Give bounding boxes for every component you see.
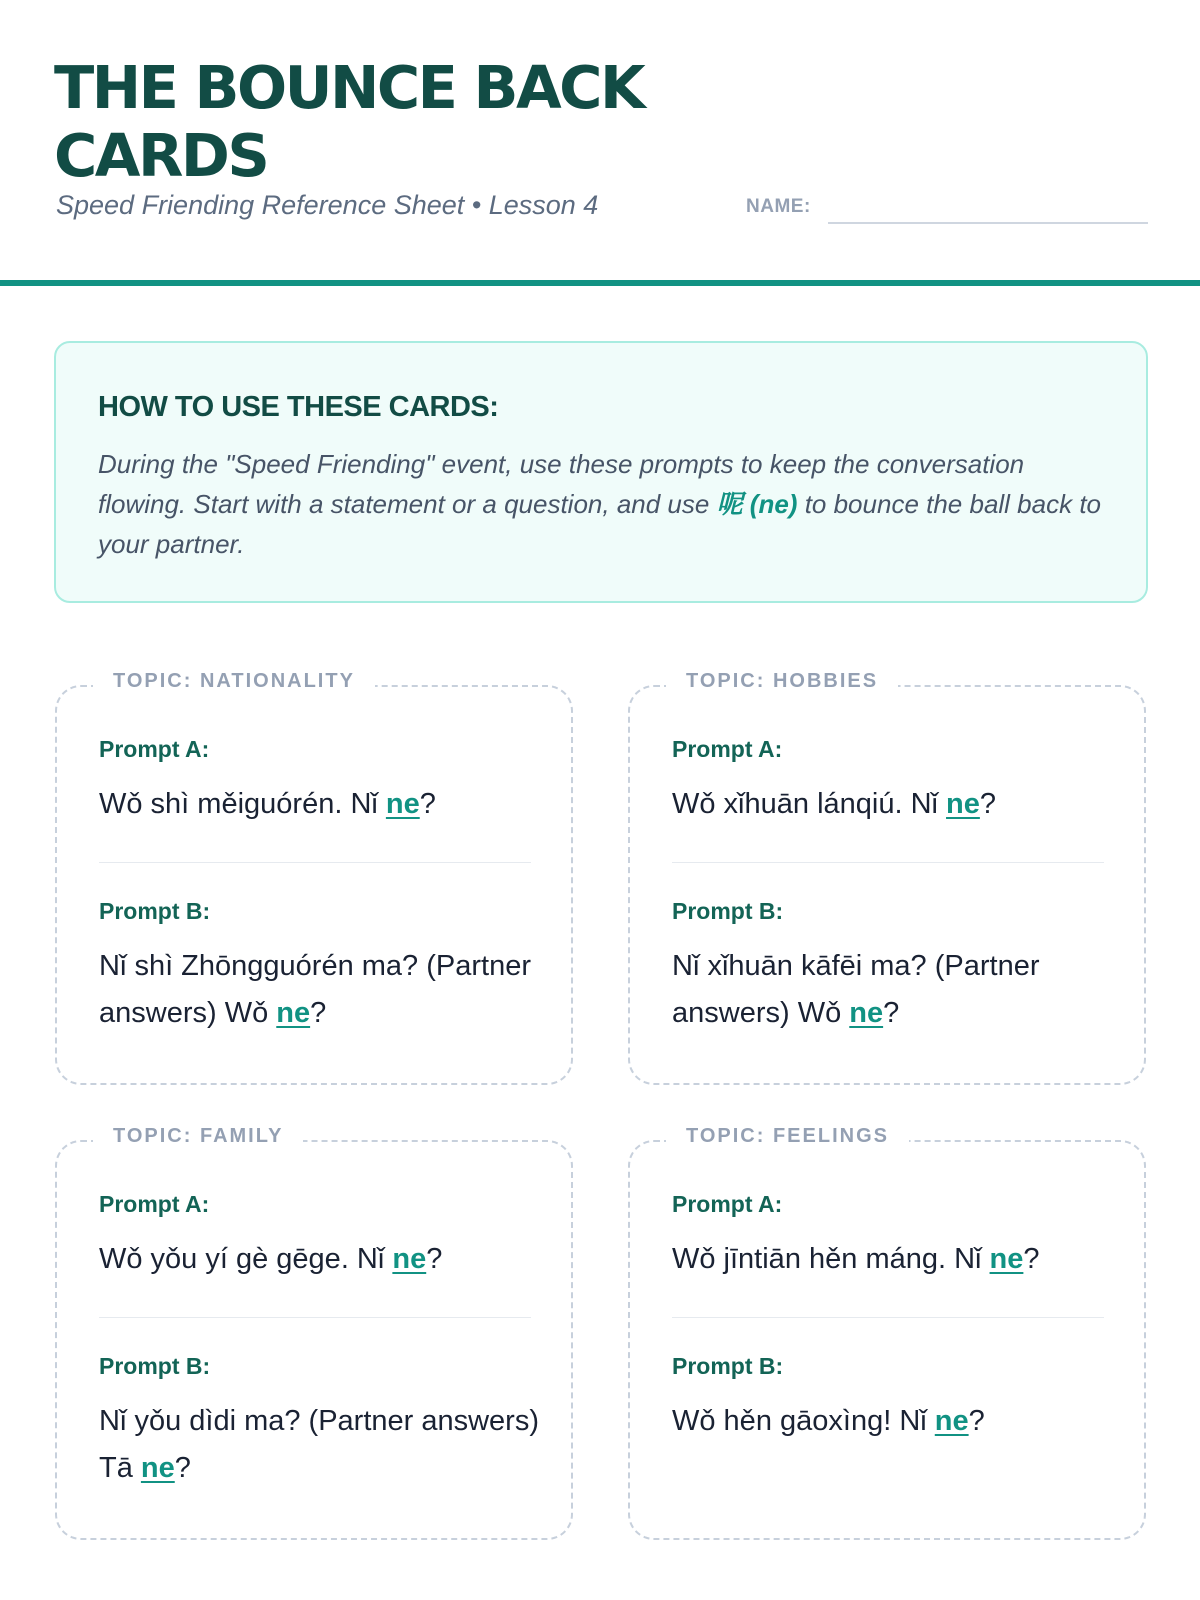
- instructions-text-end: to bounce the ball back to your partner.: [98, 489, 1102, 559]
- prompt-b-text: [672, 943, 1112, 1037]
- prompt-b-label: Prompt B:: [672, 898, 784, 924]
- card-nationality: [55, 670, 573, 1085]
- prompt-divider: [672, 862, 1104, 863]
- prompt-a-end: ?: [1023, 1243, 1040, 1275]
- prompt-a-text: [672, 1236, 1112, 1283]
- ne-word: ne: [989, 1243, 1024, 1275]
- page-subtitle: Speed Friending Reference Sheet • Lesson 4: [56, 190, 599, 220]
- prompt-a-end: ?: [426, 1243, 443, 1275]
- prompt-a-label: Prompt A:: [672, 736, 783, 762]
- prompt-a-text: [672, 781, 1112, 828]
- prompt-a-end: ?: [419, 788, 436, 820]
- prompt-b-label: Prompt B:: [672, 1353, 784, 1379]
- card-family: [55, 1125, 573, 1540]
- ne-word: ne: [276, 997, 311, 1029]
- prompt-a-end: ?: [979, 788, 997, 820]
- page-title: THE BOUNCE BACK CARDS: [54, 53, 644, 190]
- ne-word: ne: [392, 1243, 427, 1275]
- prompt-a-label: Prompt A:: [99, 1191, 210, 1217]
- ne-word: ne: [946, 788, 980, 820]
- instructions-box: [54, 341, 1148, 603]
- prompt-b-end: ?: [883, 997, 900, 1029]
- prompt-b-label: Prompt B:: [99, 1353, 211, 1379]
- prompt-b-label: Prompt B:: [99, 898, 211, 924]
- prompt-a-body: Wǒ yǒu yí gè gēge. Nǐ: [99, 1243, 393, 1275]
- prompt-b-text: [99, 943, 539, 1037]
- name-field-line[interactable]: [828, 222, 1148, 224]
- prompt-divider: [99, 862, 531, 863]
- prompt-a-text: [99, 1236, 539, 1283]
- card-topic-label: TOPIC: NATIONALITY: [93, 670, 375, 693]
- card-topic-label: TOPIC: FAMILY: [93, 1125, 303, 1148]
- prompt-a-label: Prompt A:: [99, 736, 210, 762]
- prompt-a-text: [99, 781, 539, 828]
- prompt-divider: [672, 1317, 1104, 1318]
- instructions-title: HOW TO USE THESE CARDS:: [98, 391, 499, 423]
- card-hobbies: [628, 670, 1146, 1085]
- card-feelings: [628, 1125, 1146, 1540]
- ne-word: ne: [385, 788, 420, 820]
- ne-highlight: 呢 (ne): [716, 489, 798, 519]
- prompt-b-body: Nǐ yǒu dìdi ma? (Partner answers) Tā: [99, 1405, 539, 1484]
- prompt-b-body: Wǒ hěn gāoxìng! Nǐ: [672, 1405, 935, 1437]
- prompt-a-body: Wǒ shì měiguórén. Nǐ: [99, 788, 386, 820]
- prompt-b-end: ?: [968, 1405, 985, 1437]
- prompt-b-body: Nǐ shì Zhōngguórén ma? (Partner answers) Wǒ: [99, 950, 531, 1029]
- ne-word: ne: [934, 1405, 969, 1437]
- name-label: NAME:: [746, 196, 811, 217]
- prompt-b-end: ?: [174, 1452, 191, 1484]
- prompt-b-text: [672, 1398, 1112, 1445]
- page-header: [0, 0, 1200, 286]
- ne-word: ne: [849, 997, 884, 1029]
- instructions-text-start: During the "Speed Friending" event, use these prompts to keep the conversation flowing. Start with a statement or a question, and use: [98, 449, 1025, 519]
- ne-word: ne: [140, 1452, 175, 1484]
- prompt-a-body: Wǒ jīntiān hěn máng. Nǐ: [672, 1243, 990, 1275]
- prompt-a-label: Prompt A:: [672, 1191, 783, 1217]
- prompt-a-body: Wǒ xǐhuān lánqiú. Nǐ: [672, 788, 947, 820]
- instructions-text: [98, 444, 1118, 564]
- card-topic-label: TOPIC: FEELINGS: [666, 1125, 909, 1148]
- card-topic-label: TOPIC: HOBBIES: [666, 670, 898, 693]
- prompt-b-end: ?: [310, 997, 327, 1029]
- prompt-divider: [99, 1317, 531, 1318]
- prompt-b-text: [99, 1398, 539, 1492]
- prompt-b-body: Nǐ xǐhuān kāfēi ma? (Partner answers) Wǒ: [672, 950, 1040, 1029]
